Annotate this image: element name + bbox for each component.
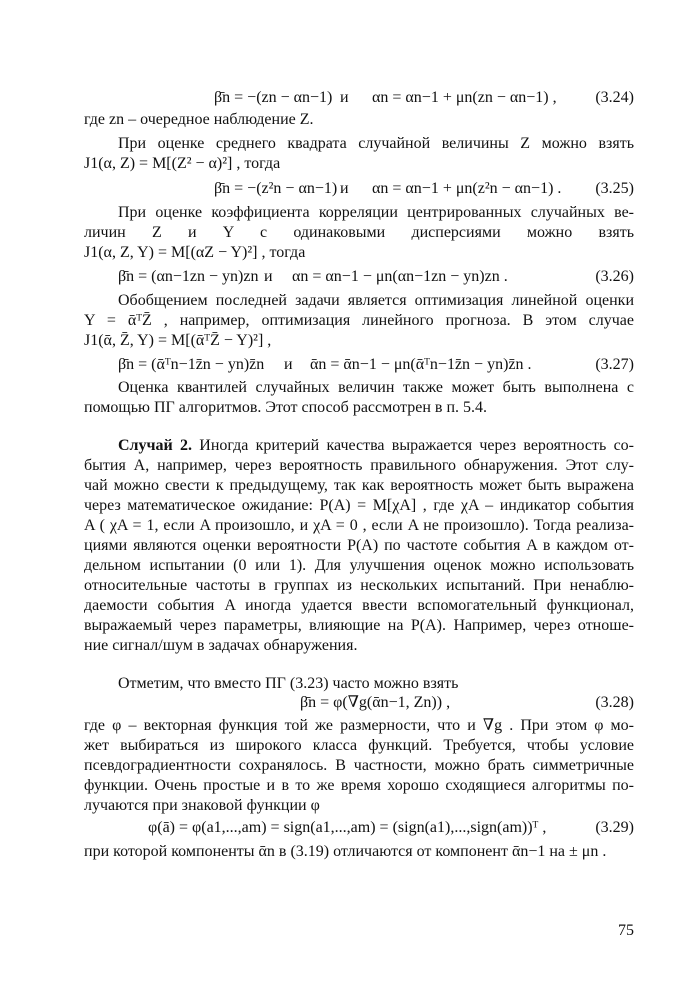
case2-line11: ние сигнал/шум в задачах обнаружения. bbox=[84, 637, 358, 654]
equation-3-28: β̄n = φ(∇g(ᾱn−1, Zn)) , bbox=[300, 694, 451, 711]
case2-line1 bbox=[118, 436, 634, 456]
equation-3-27-conj: и bbox=[284, 356, 293, 373]
case2-line10: выражаемый через параметры, влияющие на P(A). Например, через отноше- bbox=[84, 617, 634, 634]
equation-3-27-left: β̄n = (ᾱᵀn−1z̄n − yn)z̄n bbox=[118, 356, 265, 373]
case2-line3: чай можно свести к предыдущему, так как вероятность может быть выражена bbox=[84, 477, 634, 494]
case2-line6: циями являются оценки вероятности P(A) по частоте события A в каждом от- bbox=[84, 537, 634, 554]
equation-3-26-conj: и bbox=[264, 268, 273, 285]
equation-3-28-number: (3.28) bbox=[595, 694, 634, 711]
para1-line1: При оценке среднего квадрата случайной величины Z можно взять bbox=[118, 135, 634, 152]
para2-line1: При оценке коэффициента корреляции центрированных случайных ве- bbox=[118, 204, 634, 221]
case2-line4: через математическое ожидание: P(A) = M[χA] , где χA – индикатор события bbox=[84, 497, 634, 514]
equation-3-27-right: ᾱn = ᾱn−1 − μn(ᾱᵀn−1z̄n − yn)z̄n . bbox=[310, 356, 532, 373]
case2-line5: A ( χA = 1, если A произошло, и χA = 0 , если A не произошло). Тогда реализа- bbox=[84, 517, 634, 534]
equation-3-24-conj: и bbox=[340, 89, 349, 106]
para6-line2: жет выбираться из широкого класса функций. Требуется, чтобы условие bbox=[84, 737, 634, 754]
para7-line1: при которой компоненты ᾱn в (3.19) отличаются от компонент ᾱn−1 на ± μn . bbox=[84, 843, 607, 860]
case2-title: Случай 2. bbox=[118, 437, 193, 454]
equation-3-29-number: (3.29) bbox=[595, 819, 634, 836]
para1-line2: J1(α, Z) = M[(Z² − α)²] , тогда bbox=[84, 155, 281, 172]
para3-line2: Y = ᾱᵀZ̄ , например, оптимизация линейного прогноза. В этом случае bbox=[84, 312, 634, 329]
equation-3-29: φ(ā) = φ(a1,...,am) = sign(a1,...,am) = (sign(a1),...,sign(am))ᵀ , bbox=[148, 819, 547, 836]
equation-3-25-conj: и bbox=[340, 180, 349, 197]
equation-3-25-left: β̄n = −(z²n − αn−1) bbox=[214, 180, 338, 197]
equation-3-26-right: αn = αn−1 − μn(αn−1zn − yn)zn . bbox=[292, 268, 508, 285]
case2-line1-text: Иногда критерий качества выражается через вероятность со- bbox=[192, 437, 634, 454]
equation-3-24-left: β̄n = −(zn − αn−1) bbox=[214, 89, 333, 106]
para4-line1: Оценка квантилей случайных величин также может быть выполнена с bbox=[118, 379, 634, 396]
para3-line1: Обобщением последней задачи является оптимизация линейной оценки bbox=[118, 292, 634, 309]
para6-line4: функции. Очень простые и в то же время хорошо сходящиеся алгоритмы по- bbox=[84, 777, 634, 794]
para5-line1: Отметим, что вместо ПГ (3.23) часто можно взять bbox=[118, 675, 459, 692]
case2-line8: относительные частоты в группах из нескольких испытаний. При ненаблю- bbox=[84, 577, 634, 594]
equation-3-27-number: (3.27) bbox=[595, 356, 634, 373]
equation-3-24-number: (3.24) bbox=[595, 89, 634, 106]
para2-line3: J1(α, Z, Y) = M[(αZ − Y)²] , тогда bbox=[84, 244, 306, 261]
para4-line2: помощью ПГ алгоритмов. Этот способ рассмотрен в п. 5.4. bbox=[84, 399, 487, 416]
para3-line3: J1(ᾱ, Z̄, Y) = M[(ᾱᵀZ̄ − Y)²] , bbox=[84, 332, 272, 349]
case2-line7: дельном испытании (0 или 1). Для улучшения оценок можно использовать bbox=[84, 557, 634, 574]
equation-3-25-number: (3.25) bbox=[595, 180, 634, 197]
case2-line9: даемости события A иногда удается ввести вспомогательный функционал, bbox=[84, 597, 634, 614]
equation-3-26-left: β̄n = (αn−1zn − yn)zn bbox=[118, 268, 259, 285]
text-after-3-24: где zn – очередное наблюдение Z. bbox=[84, 111, 314, 128]
equation-3-25-right: αn = αn−1 + μn(z²n − αn−1) . bbox=[372, 180, 562, 197]
equation-3-26-number: (3.26) bbox=[595, 268, 634, 285]
para2-line2: личин Z и Y с одинаковыми дисперсиями можно взять bbox=[84, 224, 634, 241]
page-number: 75 bbox=[618, 922, 634, 939]
para6-line1: где φ – векторная функция той же размерности, что и ∇g . При этом φ мо- bbox=[84, 717, 634, 734]
para6-line5: лучаются при знаковой функции φ bbox=[84, 797, 320, 814]
case2-line2: бытия А, например, через вероятность правильного обнаружения. Этот слу- bbox=[84, 457, 634, 474]
equation-3-24-right: αn = αn−1 + μn(zn − αn−1) , bbox=[372, 89, 557, 106]
para6-line3: псевдоградиентности сохранялось. В частности, можно брать симметричные bbox=[84, 757, 634, 774]
